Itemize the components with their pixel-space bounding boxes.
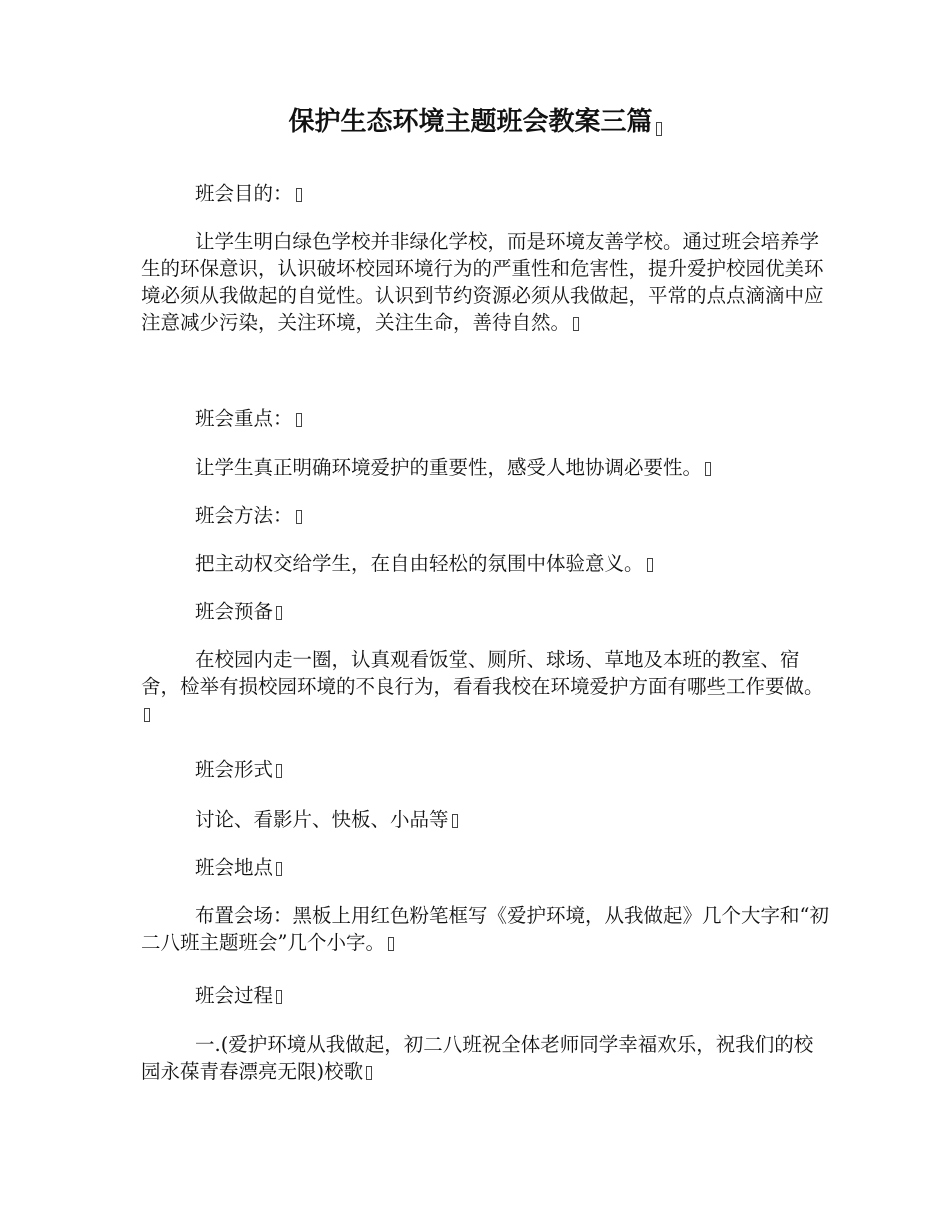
paragraph-mark-icon [296, 188, 302, 202]
paragraph-mark-icon [388, 937, 394, 951]
paragraph-heading-process: 班会过程 [141, 982, 831, 1009]
paragraph-mark-icon [452, 814, 458, 828]
paragraph-venue-text: 布置会场：黑板上用红色粉笔框写《爱护环境，从我做起》几个大字和“初二八班主题班会”几个小字。 [141, 904, 829, 954]
document-title: 保护生态环境主题班会教案三篇 [0, 104, 950, 140]
paragraph-form-text: 讨论、看影片、快板、小品等 [141, 806, 831, 833]
paragraph-mark-icon [276, 606, 282, 620]
paragraph-heading-form: 班会形式 [141, 756, 831, 783]
paragraph-mark-icon [573, 317, 579, 331]
paragraph-mark-icon [296, 413, 302, 427]
paragraph-mark-icon [366, 1066, 372, 1080]
paragraph-mark-icon [296, 510, 302, 524]
paragraph-preparation-text: 在校园内走一圈，认真观看饭堂、厕所、球场、草地及本班的教室、宿舍，检举有损校园环境的不良行为，看看我校在环境爱护方面有哪些工作要做。 [141, 646, 831, 727]
paragraph-mark-icon [276, 862, 282, 876]
paragraph-heading-focus: 班会重点： [141, 405, 831, 432]
paragraph-mark-icon [656, 122, 662, 136]
paragraph-heading-location: 班会地点 [141, 854, 831, 881]
paragraph-mark-icon [705, 462, 711, 476]
paragraph-mark-icon [276, 764, 282, 778]
paragraph-focus-text: 让学生真正明确环境爱护的重要性，感受人地协调必要性。 [141, 454, 831, 481]
paragraph-purpose-text: 让学生明白绿色学校并非绿化学校，而是环境友善学校。通过班会培养学生的环保意识，认识破坏校园环境行为的严重性和危害性，提升爱护校园优美环境必须从我做起的自觉性。认识到节约资源必须从我做起，平常的点点滴滴中应注意减少污染，关注环境，关注生命，善待自然。 [141, 230, 824, 334]
paragraph-mark-icon [647, 558, 653, 572]
paragraph-heading-method: 班会方法： [141, 502, 831, 529]
paragraph-mark-icon [276, 990, 282, 1004]
paragraph-mark-icon [144, 708, 150, 722]
paragraph-heading-purpose: 班会目的： [141, 180, 831, 207]
paragraph-heading-preparation: 班会预备 [141, 598, 831, 625]
paragraph-process-step-1: 一.(爱护环境从我做起，初二八班祝全体老师同学幸福欢乐，祝我们的校园永葆青春漂亮无限)校歌 [141, 1033, 814, 1083]
paragraph-method-text: 把主动权交给学生，在自由轻松的氛围中体验意义。 [141, 550, 831, 577]
